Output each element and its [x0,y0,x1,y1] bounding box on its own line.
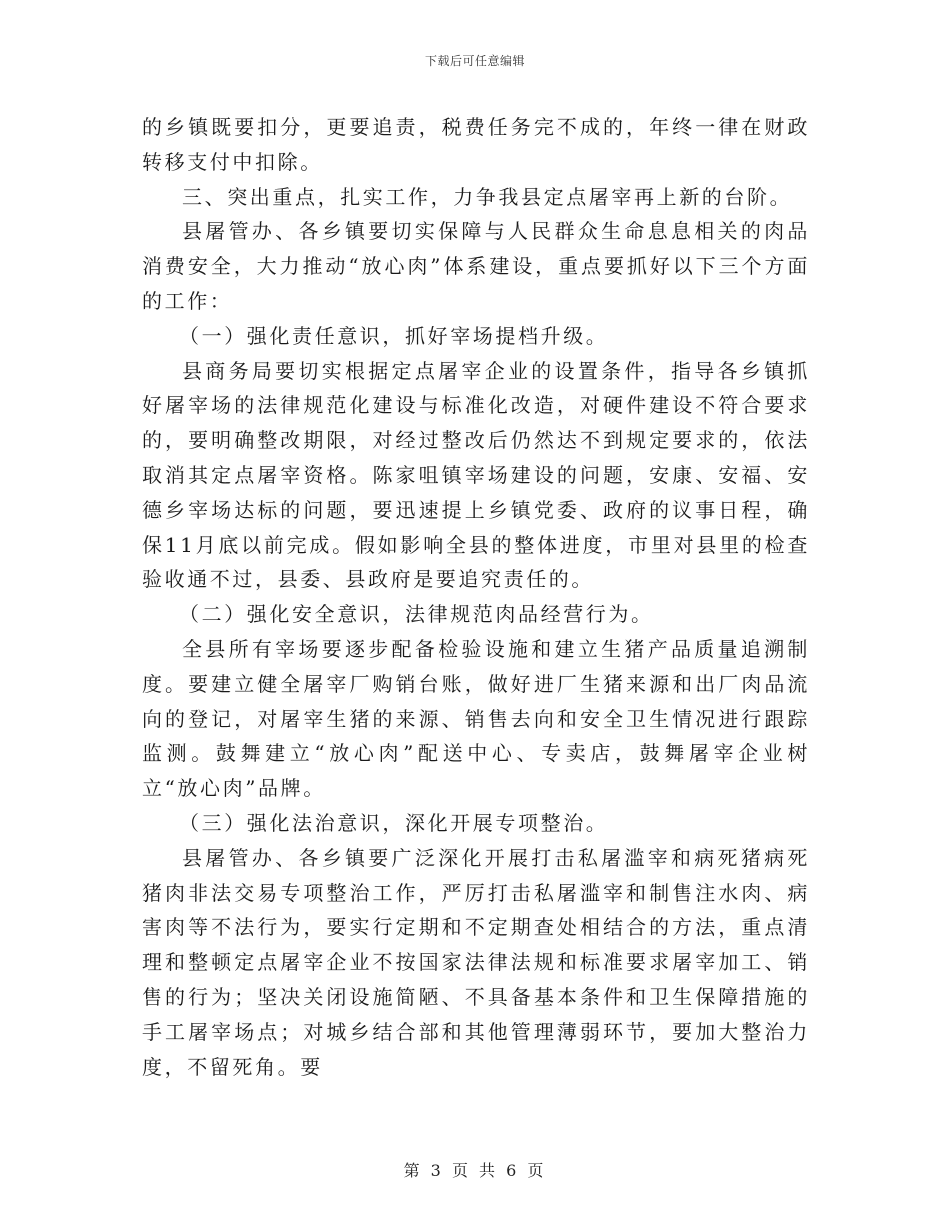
paragraph-two: 全县所有宰场要逐步配备检验设施和建立生猪产品质量追溯制度。要建立健全屠宰厂购销台账，做好进厂生猪来源和出厂肉品流向的登记，对屠宰生猪的来源、销售去向和安全卫生情况进行跟踪监测。鼓舞建立“放心肉”配送中心、专卖店，鼓舞屠宰企业树立“放心肉”品牌。 [142,636,810,801]
document-body [142,110,810,1084]
paragraph-three: 县屠管办、各乡镇要广泛深化开展打击私屠滥宰和病死猪病死猪肉非法交易专项整治工作，严厉打击私屠滥宰和制售注水肉、病害肉等不法行为，要实行定期和不定期查处相结合的方法，重点清理和整顿定点屠宰企业不按国家法律法规和标准要求屠宰加工、销售的行为；坚决关闭设施简陋、不具备基本条件和卫生保障措施的手工屠宰场点；对城乡结合部和其他管理薄弱环节，要加大整治力度，不留死角。要 [142,845,810,1079]
page-header-note: 下载后可任意编辑 [424,54,525,68]
paragraph-continuation: 的乡镇既要扣分，更要追责，税费任务完不成的，年终一律在财政转移支付中扣除。 [142,115,810,174]
section-heading-three: 三、突出重点，扎实工作，力争我县定点屠宰再上新的台阶。 [182,184,793,209]
paragraph-one: 县商务局要切实根据定点屠宰企业的设置条件，指导各乡镇抓好屠宰场的法律规范化建设与标准化改造，对硬件建设不符合要求的，要明确整改期限，对经过整改后仍然达不到规定要求的，依法取消其定点屠宰资格。陈家咀镇宰场建设的问题，安康、安福、安德乡宰场达标的问题，要迅速提上乡镇党委、政府的议事日程，确保11月底以前完成。假如影响全县的整体进度，市里对县里的检查验收通不过，县委、县政府是要追究责任的。 [142,358,810,592]
subheading-three: （三）强化法治意识，深化开展专项整治。 [179,810,609,835]
paragraph-intro: 县屠管办、各乡镇要切实保障与人民群众生命息息相关的肉品消费安全，大力推动“放心肉”体系建设，重点要抓好以下三个方面的工作： [142,219,810,313]
subheading-two: （二）强化安全意识，法律规范肉品经营行为。 [179,602,654,627]
subheading-one: （一）强化责任意识，抓好宰场提档升级。 [179,323,609,348]
page-number: 第 3 页 共 6 页 [403,1161,547,1180]
